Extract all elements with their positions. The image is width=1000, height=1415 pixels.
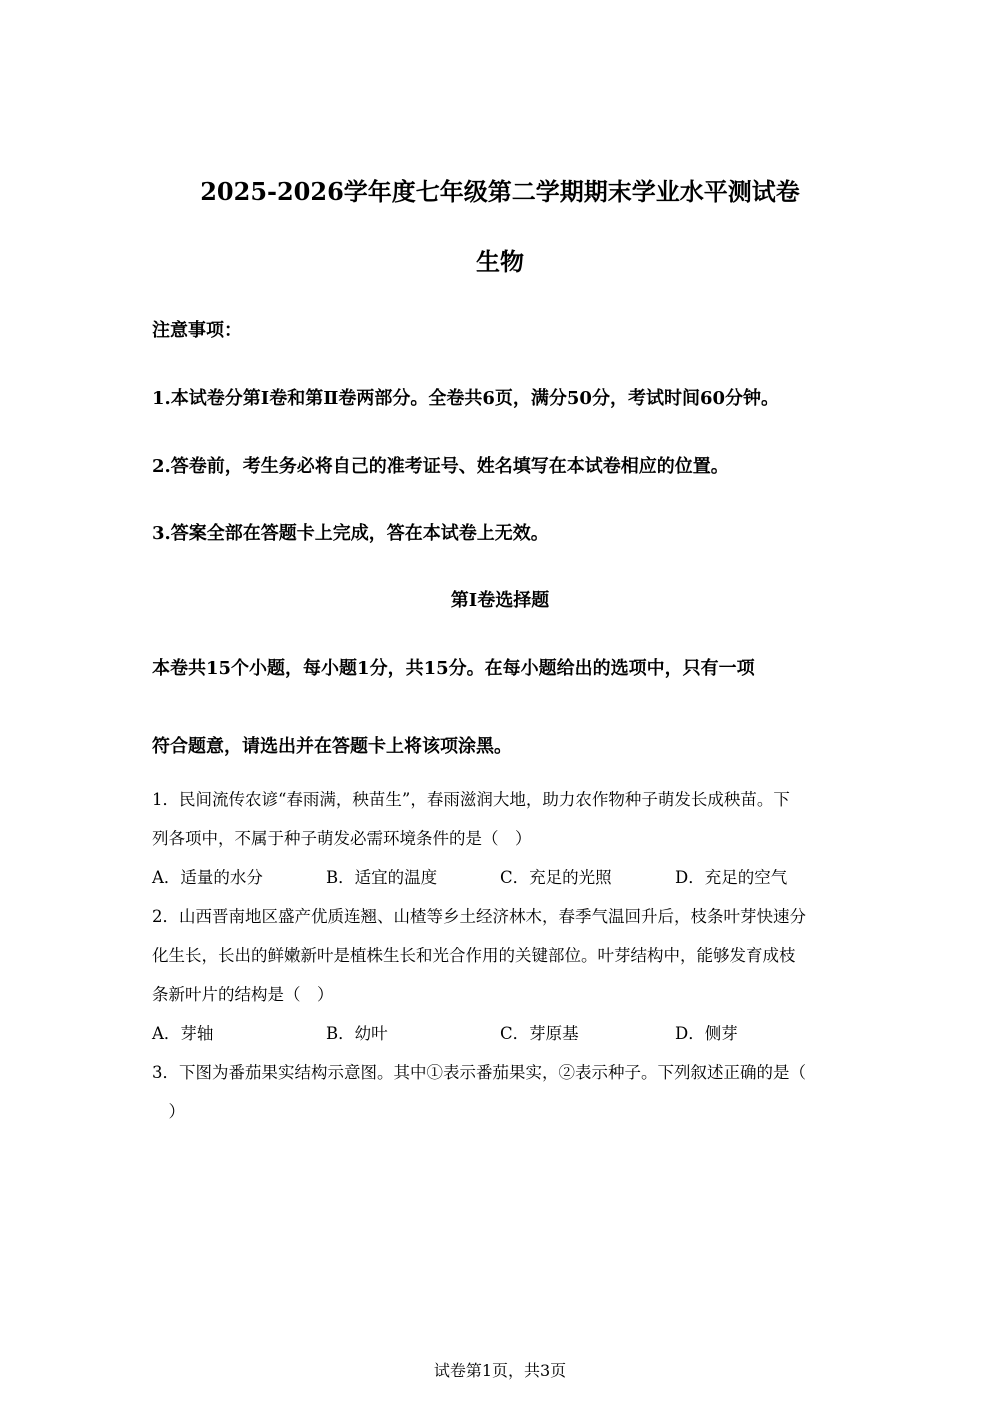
notice-item: 1.本试卷分第Ⅰ卷和第Ⅱ卷两部分。全卷共6页，满分50分，考试时间60分钟。 — [152, 388, 779, 409]
page-footer: 试卷第1页，共3页 — [433, 1361, 567, 1380]
subject-title: 生物 — [476, 247, 524, 276]
question-1-option-a: A．适量的水分 — [152, 868, 263, 887]
question-2-option-a: A．芽轴 — [152, 1024, 214, 1043]
question-3-line: ） — [152, 1102, 185, 1121]
question-1-option-d: D．充足的空气 — [675, 868, 788, 887]
question-2-line: 化生长，长出的鲜嫩新叶是植株生长和光合作用的关键部位。叶芽结构中，能够发育成枝 — [152, 946, 796, 965]
question-2-line: 条新叶片的结构是（ ） — [152, 985, 334, 1004]
question-1-option-b: B．适宜的温度 — [326, 868, 438, 887]
notice-heading: 注意事项： — [152, 320, 242, 341]
section-instruction: 符合题意，请选出并在答题卡上将该项涂黑。 — [152, 736, 512, 757]
question-2-option-c: C．芽原基 — [500, 1024, 579, 1043]
question-1-line: 列各项中，不属于种子萌发必需环境条件的是（ ） — [152, 829, 532, 848]
notice-item: 2.答卷前，考生务必将自己的准考证号、姓名填写在本试卷相应的位置。 — [152, 456, 729, 477]
question-2-line: 2．山西晋南地区盛产优质连翘、山楂等乡土经济林木，春季气温回升后，枝条叶芽快速分 — [152, 907, 806, 926]
section-instruction: 本卷共15个小题，每小题1分，共15分。在每小题给出的选项中，只有一项 — [152, 658, 755, 679]
question-1-option-c: C．充足的光照 — [500, 868, 612, 887]
question-1-line: 1．民间流传农谚“春雨满，秧苗生”，春雨滋润大地，助力农作物种子萌发长成秧苗。下 — [152, 790, 790, 809]
question-2-option-d: D．侧芽 — [675, 1024, 738, 1043]
exam-title: 2025-2026学年度七年级第二学期期末学业水平测试卷 — [200, 177, 800, 206]
question-2-option-b: B．幼叶 — [326, 1024, 388, 1043]
question-3-line: 3．下图为番茄果实结构示意图。其中①表示番茄果实，②表示种子。下列叙述正确的是（ — [152, 1063, 806, 1082]
notice-item: 3.答案全部在答题卡上完成，答在本试卷上无效。 — [152, 523, 549, 544]
section-heading: 第Ⅰ卷选择题 — [450, 590, 550, 611]
